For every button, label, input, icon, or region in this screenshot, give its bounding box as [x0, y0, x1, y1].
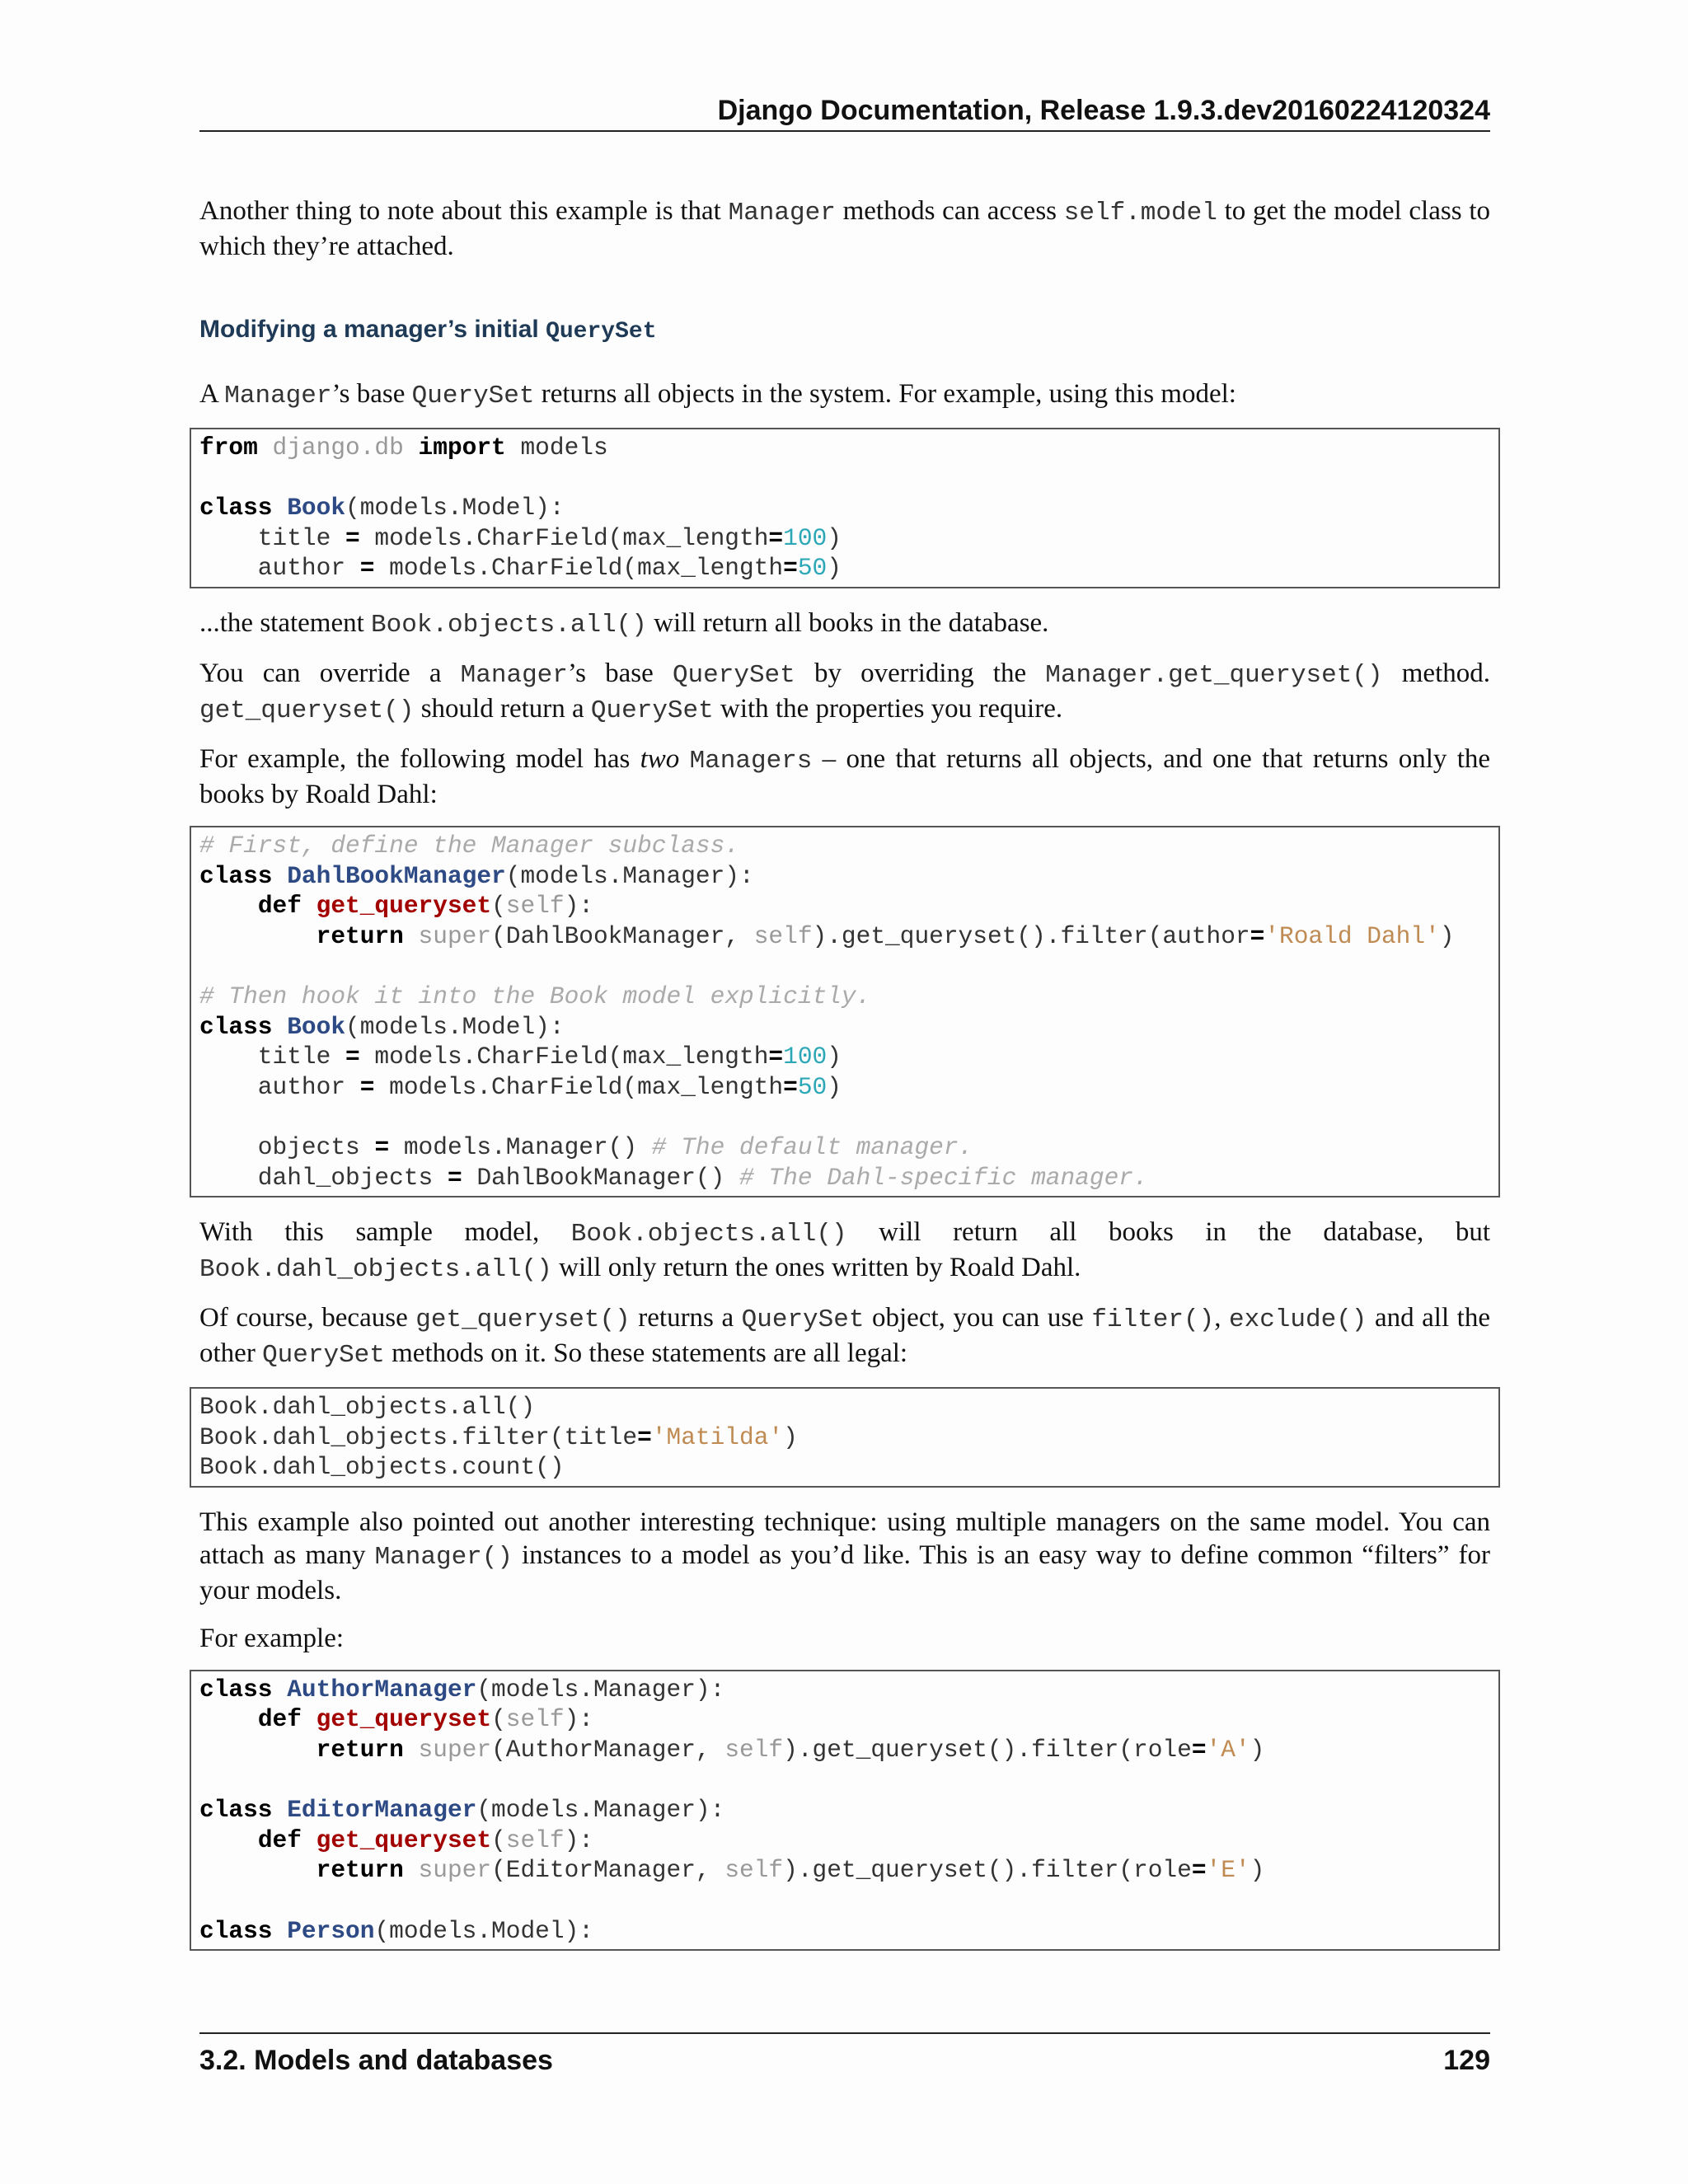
heading-code: QuerySet	[546, 319, 657, 344]
code-token: ):	[564, 1705, 593, 1734]
code-line	[199, 922, 1454, 950]
code-token: )	[827, 1043, 842, 1071]
inline-code: QuerySet	[672, 660, 795, 690]
code-token	[258, 434, 273, 462]
code-token: objects	[199, 1132, 375, 1161]
code-line	[199, 1393, 535, 1421]
code-token: (	[491, 1705, 506, 1734]
text: will return all books in the database.	[646, 607, 1049, 638]
page-number: 129	[1443, 2045, 1490, 2076]
code-token	[404, 1856, 419, 1884]
code-line	[199, 1675, 724, 1704]
code-token: ).get_queryset().filter(author	[812, 921, 1250, 950]
code-token: title	[199, 1043, 346, 1071]
page-content	[199, 194, 1490, 1969]
code-line	[199, 1917, 593, 1945]
code-line	[199, 982, 870, 1010]
code-token	[302, 1705, 316, 1733]
code-line	[199, 1164, 1148, 1192]
paragraph-statement	[199, 607, 1490, 642]
inline-code: QuerySet	[262, 1341, 385, 1371]
code-line	[199, 524, 842, 552]
text: and all the other	[199, 1303, 1490, 1369]
code-line	[199, 1826, 593, 1854]
text: to get the model class to which they’re attached.	[199, 196, 1490, 261]
code-line	[199, 1796, 724, 1824]
code-token: =	[374, 1132, 390, 1161]
code-token: get_queryset	[316, 1825, 492, 1854]
code-token	[273, 1917, 288, 1945]
code-token	[199, 1705, 258, 1733]
code-token: (models.Model):	[345, 494, 565, 523]
code-token: 'Matilda'	[651, 1422, 784, 1451]
text: returns a	[630, 1303, 742, 1333]
code-token: )	[827, 1072, 842, 1101]
text: by overriding the	[795, 658, 1046, 688]
text: will only return the ones written by Roald Dahl.	[551, 1253, 1081, 1283]
code-token	[273, 1796, 288, 1824]
inline-code: filter()	[1091, 1305, 1215, 1335]
inline-code: Book.objects.all()	[371, 610, 647, 640]
paragraph-two-managers	[199, 743, 1490, 811]
code-token: =	[768, 1043, 784, 1071]
code-token	[273, 1013, 288, 1041]
code-token: (EditorManager,	[491, 1856, 725, 1885]
inline-code: QuerySet	[411, 382, 535, 410]
inline-code: Managers	[689, 746, 813, 776]
code-token: DahlBookManager()	[462, 1163, 740, 1192]
code-token: 'Roald Dahl'	[1264, 921, 1440, 950]
code-line	[199, 1856, 1264, 1884]
code-token: ):	[564, 1825, 593, 1854]
section-heading	[199, 316, 1490, 344]
text: Of course, because	[199, 1303, 416, 1333]
code-token: )	[1250, 1856, 1265, 1885]
code-token: 100	[783, 523, 828, 552]
code-token: 50	[797, 554, 828, 583]
code-line	[199, 1133, 973, 1161]
code-token: class	[199, 1675, 273, 1704]
heading-text: Modifying a manager’s initial	[199, 316, 546, 343]
code-token: self	[753, 921, 813, 950]
code-token: =	[447, 1163, 462, 1192]
text: For example:	[199, 1623, 345, 1653]
paragraph-of-course	[199, 1301, 1490, 1372]
code-line	[199, 892, 593, 920]
text: should return a	[414, 693, 591, 724]
code-token: DahlBookManager	[287, 861, 506, 890]
text: ’s base	[567, 658, 673, 688]
code-line	[199, 832, 739, 860]
code-token: models.Manager()	[389, 1132, 652, 1161]
code-token	[199, 1856, 316, 1884]
code-token	[273, 862, 288, 890]
code-token: (	[491, 1825, 506, 1854]
code-token: class	[199, 1796, 273, 1825]
code-token: =	[359, 1072, 375, 1101]
footer-section: 3.2. Models and databases	[199, 2045, 553, 2076]
text: will return all books in the database, but	[846, 1217, 1490, 1248]
text: ’s base	[331, 379, 412, 409]
code-token	[273, 1675, 288, 1704]
text: For example, the following model has	[199, 743, 640, 774]
text: ,	[1214, 1303, 1229, 1333]
code-line	[199, 1013, 565, 1041]
inline-code: get_queryset()	[199, 696, 415, 725]
code-token: author	[199, 1072, 360, 1101]
text: Another thing to note about this example is that	[199, 196, 729, 226]
inline-code: Manager	[728, 199, 836, 227]
code-token: dahl_objects	[199, 1163, 448, 1192]
code-token: Book.dahl_objects.all()	[199, 1393, 536, 1422]
code-token: self	[505, 892, 565, 921]
code-token	[199, 1736, 316, 1764]
inline-code: Book.objects.all()	[570, 1220, 847, 1249]
text: instances to a model as you’d like. This is an easy way to define common “filters” for your models.	[199, 1540, 1490, 1605]
running-header	[199, 91, 1490, 132]
text: methods on it. So these statements are all legal:	[384, 1338, 908, 1369]
code-token	[404, 1736, 419, 1764]
text: with the properties you require.	[713, 693, 1063, 724]
paragraph-override	[199, 657, 1490, 728]
code-token: =	[1191, 1736, 1207, 1765]
code-token: get_queryset	[316, 892, 492, 921]
code-line	[199, 1423, 798, 1451]
code-line	[199, 1073, 842, 1101]
code-token: (models.Manager):	[505, 861, 754, 890]
code-token: ).get_queryset().filter(role	[783, 1856, 1192, 1885]
code-token: django.db	[272, 434, 404, 462]
emphasis: two	[640, 743, 680, 774]
code-token: =	[345, 1043, 360, 1071]
text: method.	[1382, 658, 1490, 688]
code-token: (DahlBookManager,	[491, 921, 754, 950]
code-line	[199, 1736, 1264, 1764]
code-token: def	[257, 1705, 302, 1734]
code-token: EditorManager	[287, 1796, 477, 1825]
text: – one that returns all objects, and one that returns only the books by Roald Dahl:	[199, 743, 1491, 809]
code-block-book-model	[190, 428, 1500, 588]
code-line	[199, 1705, 593, 1733]
code-token: return	[316, 1856, 404, 1885]
code-token: (AuthorManager,	[491, 1736, 725, 1765]
code-token: =	[637, 1422, 652, 1451]
inline-code: Manager()	[374, 1542, 513, 1572]
code-line	[199, 1453, 565, 1481]
text: returns all objects in the system. For example, using this model:	[534, 379, 1236, 409]
text: ...the statement	[199, 607, 372, 638]
code-token: )	[827, 554, 842, 583]
code-token: import	[418, 434, 506, 462]
code-token: )	[783, 1422, 798, 1451]
code-line	[199, 494, 565, 522]
code-token: super	[418, 1856, 492, 1885]
code-token: class	[199, 494, 273, 523]
code-token: =	[783, 554, 798, 583]
code-token	[404, 922, 419, 950]
text	[679, 744, 689, 774]
inline-code: Manager	[460, 660, 568, 690]
code-line	[199, 554, 842, 582]
code-token: =	[359, 554, 375, 583]
inline-code: self.model	[1063, 199, 1217, 227]
code-token: # The Dahl-specific manager.	[739, 1163, 1148, 1192]
code-token: self	[724, 1736, 784, 1765]
code-token: )	[1250, 1736, 1265, 1765]
code-token: # Then hook it into the Book model explicitly.	[199, 982, 871, 1010]
code-token: Book	[287, 494, 346, 523]
code-token: Book.dahl_objects.count()	[199, 1453, 565, 1482]
code-token: from	[199, 434, 258, 462]
text: methods can access	[835, 196, 1064, 226]
code-block-legal-statements	[190, 1387, 1500, 1488]
code-token: =	[1250, 921, 1265, 950]
code-token: self	[724, 1856, 784, 1885]
text: This example also pointed out another interesting technique: using multiple managers on the same model. You can attach as many	[199, 1507, 1490, 1570]
code-token: models.CharField(max_length	[374, 1072, 784, 1101]
code-token: (	[491, 892, 506, 921]
code-token: # First, define the Manager subclass.	[199, 831, 740, 860]
code-token: Book	[287, 1012, 346, 1041]
code-token: 50	[797, 1072, 828, 1101]
paragraph-technique	[199, 1506, 1490, 1607]
code-token: def	[257, 892, 302, 921]
inline-code: exclude()	[1228, 1305, 1367, 1335]
code-token: AuthorManager	[287, 1675, 477, 1704]
code-token: class	[199, 861, 273, 890]
paragraph-base-queryset	[199, 377, 1490, 413]
code-token: author	[199, 554, 360, 583]
code-token: self	[505, 1705, 565, 1734]
inline-code: Manager	[224, 382, 332, 410]
code-token: models	[505, 434, 608, 462]
code-token: super	[418, 1736, 492, 1765]
text: object, you can use	[864, 1303, 1092, 1333]
code-token: models.CharField(max_length	[359, 523, 769, 552]
code-token	[273, 494, 288, 522]
code-token: def	[257, 1825, 302, 1854]
code-token: (models.Model):	[345, 1012, 565, 1041]
code-token: return	[316, 921, 404, 950]
code-token: (models.Model):	[374, 1916, 593, 1945]
code-token	[199, 892, 258, 920]
code-token	[199, 1826, 258, 1854]
code-token: ).get_queryset().filter(role	[783, 1736, 1192, 1765]
code-token: # The default manager.	[651, 1132, 973, 1161]
running-footer	[199, 2032, 1490, 2079]
paragraph-for-example	[199, 1622, 1490, 1655]
header-title: Django Documentation, Release 1.9.3.dev20160224120324	[717, 95, 1490, 126]
inline-code: get_queryset()	[415, 1305, 631, 1335]
code-token: Book.dahl_objects.filter(title	[199, 1422, 638, 1451]
code-token: ):	[564, 892, 593, 921]
code-token	[302, 1826, 316, 1854]
text: With this sample model,	[199, 1217, 571, 1248]
code-token: class	[199, 1012, 273, 1041]
code-token: =	[783, 1072, 798, 1101]
inline-code: Manager.get_queryset()	[1045, 660, 1383, 690]
paragraph-sample-model	[199, 1216, 1490, 1286]
code-token: )	[1439, 921, 1455, 950]
code-token: =	[1191, 1856, 1207, 1885]
code-token: return	[316, 1736, 404, 1765]
code-block-dahl-manager	[190, 826, 1500, 1197]
code-token: class	[199, 1916, 273, 1945]
code-token: models.CharField(max_length	[359, 1043, 769, 1071]
code-token	[302, 892, 316, 920]
code-token: Person	[287, 1916, 375, 1945]
code-token: get_queryset	[316, 1705, 492, 1734]
text: You can override a	[199, 658, 461, 688]
code-token: =	[345, 523, 360, 552]
code-line	[199, 1043, 842, 1071]
code-token: 'E'	[1206, 1856, 1250, 1885]
code-token: 100	[783, 1043, 828, 1071]
code-token: title	[199, 523, 346, 552]
code-token: (models.Manager):	[476, 1796, 725, 1825]
code-token	[404, 434, 419, 462]
code-line	[199, 434, 608, 462]
code-token: models.CharField(max_length	[374, 554, 784, 583]
inline-code: QuerySet	[741, 1305, 865, 1335]
code-token: =	[768, 523, 784, 552]
code-block-role-managers	[190, 1670, 1500, 1951]
code-token: super	[418, 921, 492, 950]
code-line	[199, 862, 754, 890]
code-token: self	[505, 1825, 565, 1854]
intro-paragraph	[199, 194, 1490, 263]
code-token	[199, 922, 316, 950]
code-token: (models.Manager):	[476, 1675, 725, 1704]
inline-code: QuerySet	[590, 696, 714, 725]
text: A	[199, 379, 225, 409]
code-token: 'A'	[1206, 1736, 1250, 1765]
inline-code: Book.dahl_objects.all()	[199, 1255, 552, 1285]
code-token: )	[827, 523, 842, 552]
